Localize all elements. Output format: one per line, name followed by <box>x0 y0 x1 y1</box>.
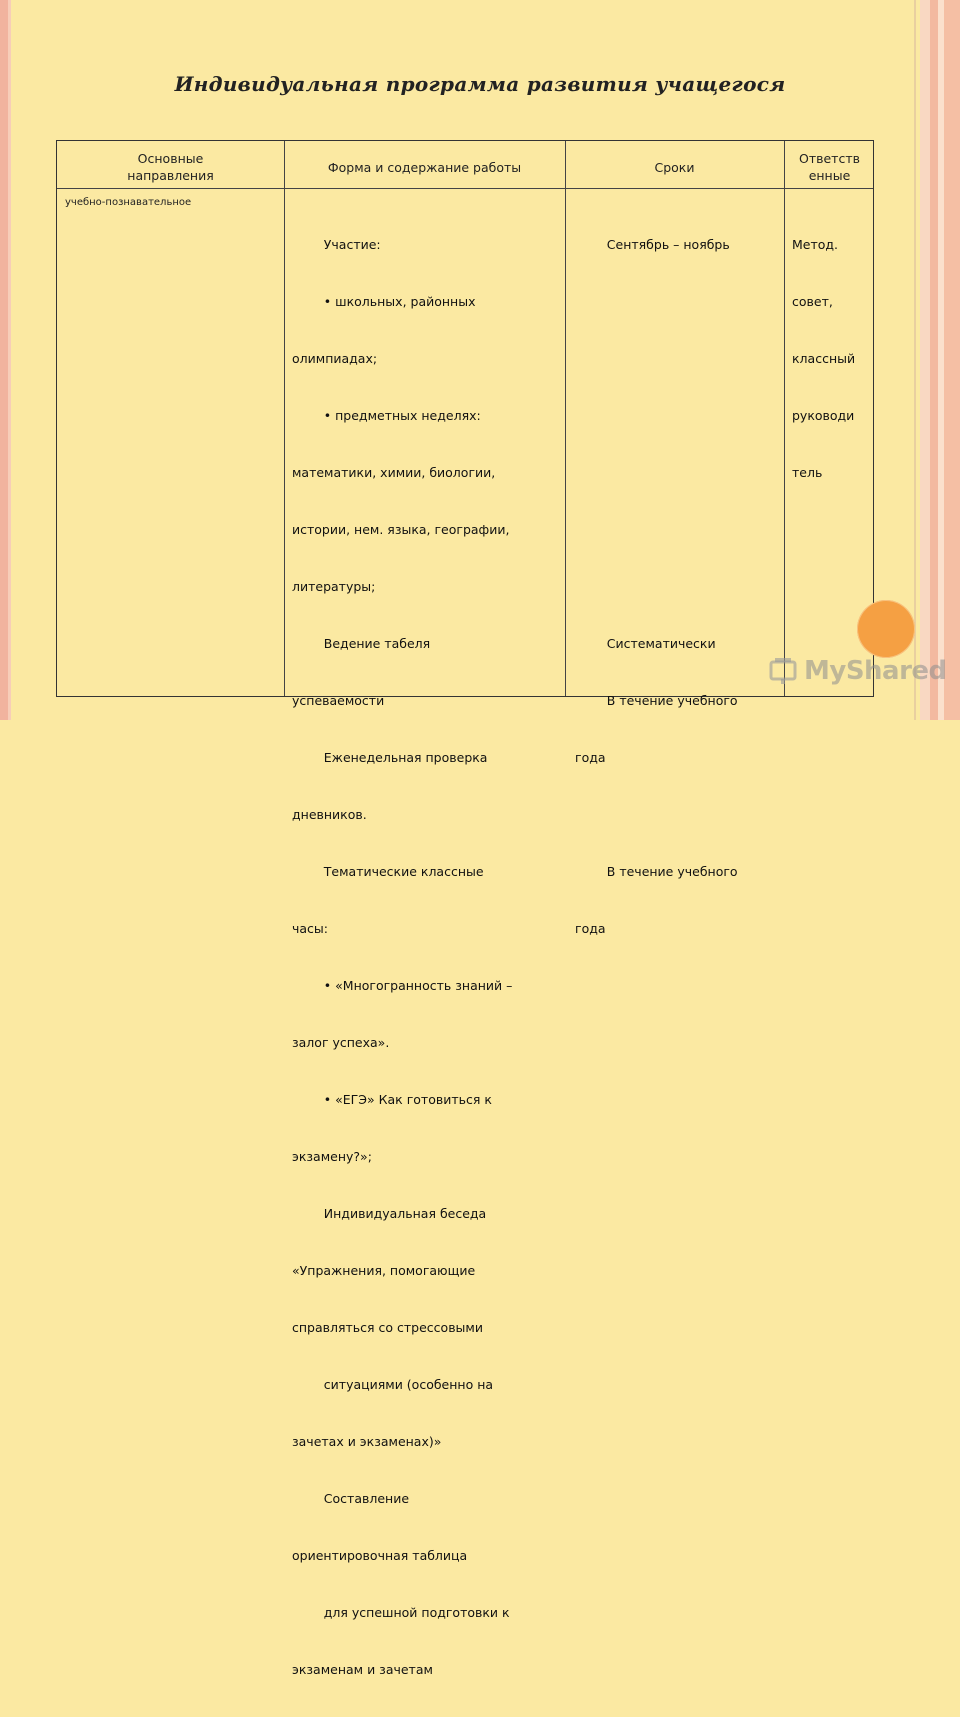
form-line: олимпиадах; <box>292 351 378 366</box>
form-line: успеваемости <box>292 693 385 708</box>
program-table <box>56 140 874 1677</box>
form-line: часы: <box>292 921 328 936</box>
terms-line: Сентябрь – ноябрь <box>575 237 730 252</box>
header-directions-line: направления <box>127 168 214 183</box>
terms-cell <box>575 197 738 976</box>
form-line: • «Многогранность знаний – <box>292 978 513 993</box>
form-line: ориентировочная таблица <box>292 1548 468 1563</box>
watermark-logo <box>768 656 947 686</box>
header-directions <box>57 150 284 184</box>
form-line: математики, химии, биологии, <box>292 465 496 480</box>
terms-line <box>575 406 738 425</box>
terms-line <box>575 349 738 368</box>
header-form: Форма и содержание работы <box>327 160 522 175</box>
form-line: «Упражнения, помогающие <box>292 1263 476 1278</box>
form-cell <box>292 197 512 1717</box>
header-divider <box>57 188 873 189</box>
terms-line: года <box>575 921 606 936</box>
right-stripe <box>920 0 930 720</box>
responsible-cell <box>792 197 855 520</box>
left-border <box>0 0 8 720</box>
terms-line <box>575 520 738 539</box>
form-line: Ведение табеля <box>292 636 431 651</box>
header-responsible-line: Ответств <box>799 151 860 166</box>
form-line: • школьных, районных <box>292 294 476 309</box>
responsible-line: классный <box>792 351 856 366</box>
form-line: для успешной подготовки к <box>292 1605 510 1620</box>
terms-line <box>575 292 738 311</box>
right-stripe <box>930 0 938 720</box>
form-line: экзаменам и зачетам <box>292 1662 433 1677</box>
terms-line <box>575 805 738 824</box>
direction-cell: учебно-познавательное <box>65 197 192 208</box>
terms-line: Систематически <box>575 636 716 651</box>
form-line: Тематические классные <box>292 864 484 879</box>
terms-line: В течение учебного <box>575 693 738 708</box>
form-line: зачетах и экзаменах)» <box>292 1434 442 1449</box>
decorative-circle <box>857 600 915 658</box>
form-line: ситуациями (особенно на <box>292 1377 494 1392</box>
responsible-line: Метод. <box>792 237 839 252</box>
watermark-text: MyShared <box>804 656 947 686</box>
form-line: справляться со стрессовыми <box>292 1320 483 1335</box>
column-divider <box>565 141 566 696</box>
right-inner-line <box>914 0 916 720</box>
form-line: дневников. <box>292 807 367 822</box>
form-line: • «ЕГЭ» Как готовиться к <box>292 1092 492 1107</box>
form-line: экзамену?»; <box>292 1149 372 1164</box>
left-border-inner <box>8 0 11 720</box>
form-line: Участие: <box>292 237 381 252</box>
column-divider <box>284 141 285 696</box>
column-divider <box>784 141 785 696</box>
terms-line <box>575 463 738 482</box>
responsible-line: тель <box>792 465 823 480</box>
terms-line: В течение учебного <box>575 864 738 879</box>
page-title: Индивидуальная программа развития учащегося <box>174 72 786 96</box>
form-line: залог успеха». <box>292 1035 390 1050</box>
header-directions-line: Основные <box>137 151 204 166</box>
right-stripe <box>944 0 960 720</box>
form-line: Еженедельная проверка <box>292 750 488 765</box>
form-line: Составление <box>292 1491 410 1506</box>
responsible-line: совет, <box>792 294 833 309</box>
presentation-icon <box>768 656 798 686</box>
form-line: • предметных неделях: <box>292 408 481 423</box>
header-terms: Сроки <box>654 160 695 175</box>
header-responsible <box>784 150 875 184</box>
responsible-line: руководи <box>792 408 855 423</box>
form-line: литературы; <box>292 579 376 594</box>
header-responsible-line: енные <box>808 168 851 183</box>
form-line: Индивидуальная беседа <box>292 1206 487 1221</box>
terms-line <box>575 577 738 596</box>
form-line: истории, нем. языка, географии, <box>292 522 510 537</box>
terms-line: года <box>575 750 606 765</box>
